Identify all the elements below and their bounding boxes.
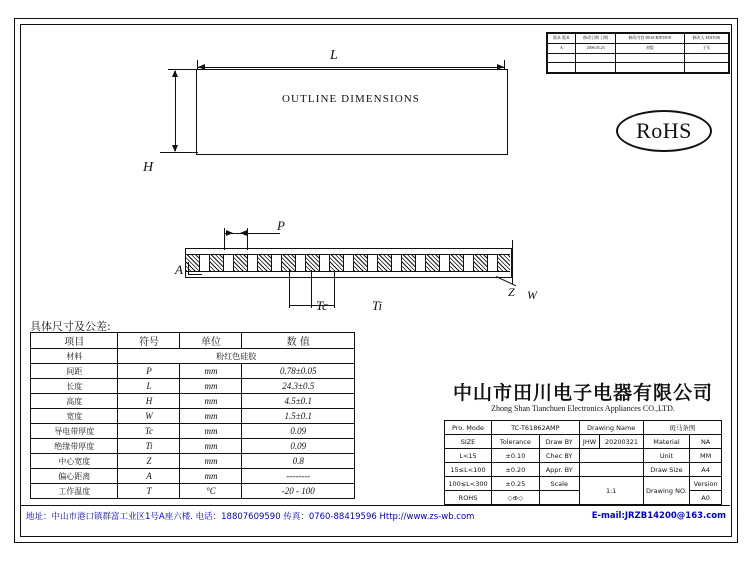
conductive-band [377, 255, 392, 271]
conductive-band [449, 255, 464, 271]
table-row [445, 477, 722, 491]
label-unit: Unit [643, 449, 690, 463]
company-name-en: Zhong Shan Tianchuen Electronics Appliances CO.,LTD. [491, 404, 675, 413]
spec-cell-unit: mm [180, 469, 242, 484]
spec-cell-unit: mm [180, 439, 242, 454]
table-row [31, 379, 355, 394]
rev-header-version: 版本 版本 [548, 34, 576, 44]
leader-line-a [188, 262, 189, 274]
dimension-label-Z: Z [508, 285, 515, 299]
dimension-line-tc [289, 305, 311, 306]
label-drawing-no: Drawing NO. [643, 477, 690, 505]
spec-cell-value: 4.5±0.1 [242, 394, 355, 409]
conductive-band [401, 255, 416, 271]
spec-cell-unit: °C [180, 484, 242, 499]
extension-line-p1 [224, 228, 225, 250]
rev-cell-version: A [548, 43, 576, 53]
value-check-by [579, 449, 643, 463]
spec-cell-item: 材料 [31, 349, 118, 364]
conductive-band [281, 255, 296, 271]
rev-cell-empty [616, 53, 684, 63]
value-draw-date: 20200321 [600, 435, 643, 449]
conductive-band [305, 255, 320, 271]
spec-header-row [31, 333, 355, 349]
spec-cell-item: 偏心距离 [31, 469, 118, 484]
spec-header-value: 数 值 [242, 333, 355, 349]
value-draw-size: A4 [690, 463, 722, 477]
label-appr-by: Appr. BY [539, 463, 579, 477]
dimension-label-H: H [143, 160, 154, 175]
spec-header-unit: 单位 [180, 333, 242, 349]
footer [26, 510, 726, 522]
rev-header-description: 修改内容 DESCRIPTION [616, 34, 684, 44]
rev-header-date: 修改日期 日期 [575, 34, 615, 44]
spec-cell-unit: mm [180, 364, 242, 379]
dimension-label-W: W [527, 288, 537, 302]
company-name-cn: 中山市田川电子电器有限公司 [452, 382, 713, 404]
spec-table-title: 具体尺寸及公差: [30, 320, 111, 333]
dimension-label-Tc: Tc [316, 298, 328, 313]
spec-cell-symbol: Z [118, 454, 180, 469]
spec-cell-item: 工作温度 [31, 484, 118, 499]
value-tolerance-3: ±0.25 [492, 477, 540, 491]
spec-cell-symbol: W [118, 409, 180, 424]
rev-cell-empty [575, 63, 615, 73]
rev-cell-date: 2006.05.23 [575, 43, 615, 53]
rev-cell-description: 初版 [616, 43, 684, 53]
value-size-1: L<15 [445, 449, 492, 463]
value-version: A0 [690, 491, 722, 505]
rohs-badge: RoHS [616, 110, 712, 152]
conductive-band [473, 255, 488, 271]
spec-cell-symbol: Ti [118, 439, 180, 454]
spec-cell-unit: mm [180, 379, 242, 394]
label-scale: Scale [539, 477, 579, 491]
section-hatch-strip [185, 254, 510, 272]
table-row [31, 439, 355, 454]
label-drawn-by: Draw BY [539, 435, 579, 449]
table-row [445, 463, 722, 477]
spec-cell-value: -20 - 100 [242, 484, 355, 499]
rev-cell-empty [548, 63, 576, 73]
spec-cell-item: 宽度 [31, 409, 118, 424]
value-drawn-by: JHW [579, 435, 600, 449]
spec-cell-value: 0.8 [242, 454, 355, 469]
dimension-label-Ti: Ti [372, 298, 383, 313]
outline-rectangle [196, 69, 508, 155]
table-row [548, 53, 729, 63]
arrow-right-icon [226, 230, 233, 236]
value-scale: 1:1 [579, 477, 643, 505]
rev-cell-empty [575, 53, 615, 63]
conductive-band [233, 255, 248, 271]
dimension-label-P: P [277, 218, 285, 233]
spec-cell-symbol: H [118, 394, 180, 409]
label-rohs: ROHS [445, 491, 492, 505]
table-row [445, 449, 722, 463]
spec-cell-unit: mm [180, 394, 242, 409]
leader-line-a2 [188, 274, 202, 275]
table-row [31, 469, 355, 484]
spec-cell-value: 1.5±0.1 [242, 409, 355, 424]
table-row [548, 43, 729, 53]
value-pro-mode: TC-T61862AMP [492, 421, 580, 435]
spec-cell-unit: mm [180, 409, 242, 424]
value-tolerance-2: ±0.20 [492, 463, 540, 477]
dimension-line-height [175, 71, 176, 151]
table-row [31, 424, 355, 439]
table-row [31, 364, 355, 379]
arrow-down-icon [172, 145, 178, 152]
value-appr-by [579, 463, 643, 477]
spec-cell-symbol: L [118, 379, 180, 394]
arrow-up-icon [172, 70, 178, 77]
label-material: Material [643, 435, 690, 449]
table-row [548, 63, 729, 73]
conductive-band [353, 255, 368, 271]
table-row [31, 409, 355, 424]
revision-table [546, 32, 730, 74]
rev-cell-editor: 王军 [684, 43, 728, 53]
label-drawing-name: Drawing Name [579, 421, 643, 435]
rev-cell-empty [684, 53, 728, 63]
spec-cell-value: 0.09 [242, 439, 355, 454]
footer-email: E-mail:JRZB14200@163.com [591, 511, 726, 521]
table-row [31, 349, 355, 364]
spec-cell-symbol: Tc [118, 424, 180, 439]
value-size-2: 15≤L<100 [445, 463, 492, 477]
outline-dimensions-label: OUTLINE DIMENSIONS [281, 93, 421, 105]
table-row [31, 484, 355, 499]
spec-cell-value: 24.3±0.5 [242, 379, 355, 394]
spec-table [30, 332, 355, 499]
conductive-band [497, 255, 510, 271]
spec-cell-value: -------- [242, 469, 355, 484]
rohs-mark-icon: ◇⊕◇ [492, 491, 540, 505]
table-row [445, 435, 722, 449]
conductive-band [329, 255, 344, 271]
label-draw-size: Draw Size [643, 463, 690, 477]
dimension-label-L: L [330, 48, 338, 63]
spec-cell-unit: mm [180, 424, 242, 439]
label-size: SIZE [445, 435, 492, 449]
value-material: NA [690, 435, 722, 449]
label-pro-mode: Pro. Mode [445, 421, 492, 435]
rev-cell-empty [684, 63, 728, 73]
spec-cell-item: 中心宽度 [31, 454, 118, 469]
spec-cell-item: 长度 [31, 379, 118, 394]
spec-cell-symbol: P [118, 364, 180, 379]
extension-line-tc2 [311, 270, 312, 308]
conductive-band [425, 255, 440, 271]
value-drawing-name: 斑马条图 [643, 421, 721, 435]
rev-cell-empty [616, 63, 684, 73]
title-block [444, 420, 722, 505]
conductive-band [257, 255, 272, 271]
label-version: Version [690, 477, 722, 491]
spec-cell-item: 导电带厚度 [31, 424, 118, 439]
spec-cell-item: 绝缘带厚度 [31, 439, 118, 454]
table-row [445, 421, 722, 435]
dimension-label-A: A [175, 262, 183, 277]
value-unit: MM [690, 449, 722, 463]
extension-line-p2 [247, 228, 248, 250]
cell-empty [539, 491, 579, 505]
table-row [31, 454, 355, 469]
spec-cell-unit: mm [180, 454, 242, 469]
extension-line-zw [512, 240, 513, 284]
conductive-band [209, 255, 224, 271]
spec-cell-material-value: 粉红色硅胶 [118, 349, 355, 364]
spec-cell-value: 0.09 [242, 424, 355, 439]
dimension-line-length [198, 67, 504, 68]
spec-header-symbol: 符号 [118, 333, 180, 349]
value-tolerance-1: ±0.10 [492, 449, 540, 463]
spec-cell-item: 高度 [31, 394, 118, 409]
label-check-by: Chec BY [539, 449, 579, 463]
footer-address: 地址：中山市港口镇群富工业区1号A座六楼. 电话：18807609590 传真：0760-88419596 Http://www.zs-wb.com [26, 512, 475, 522]
spec-header-item: 项目 [31, 333, 118, 349]
value-size-3: 100≤L<300 [445, 477, 492, 491]
spec-cell-value: 0.78±0.05 [242, 364, 355, 379]
rev-header-editor: 修改人 EDITOR [684, 34, 728, 44]
extension-line-ti1 [334, 270, 335, 308]
footer-divider [20, 505, 730, 506]
extension-line-tc1 [289, 270, 290, 308]
label-tolerance: Tolerance [492, 435, 540, 449]
arrow-left-icon [240, 230, 247, 236]
rev-cell-empty [548, 53, 576, 63]
spec-cell-item: 间距 [31, 364, 118, 379]
spec-cell-symbol: A [118, 469, 180, 484]
spec-cell-symbol: T [118, 484, 180, 499]
leader-line-h-bottom [160, 152, 198, 153]
table-row [31, 394, 355, 409]
